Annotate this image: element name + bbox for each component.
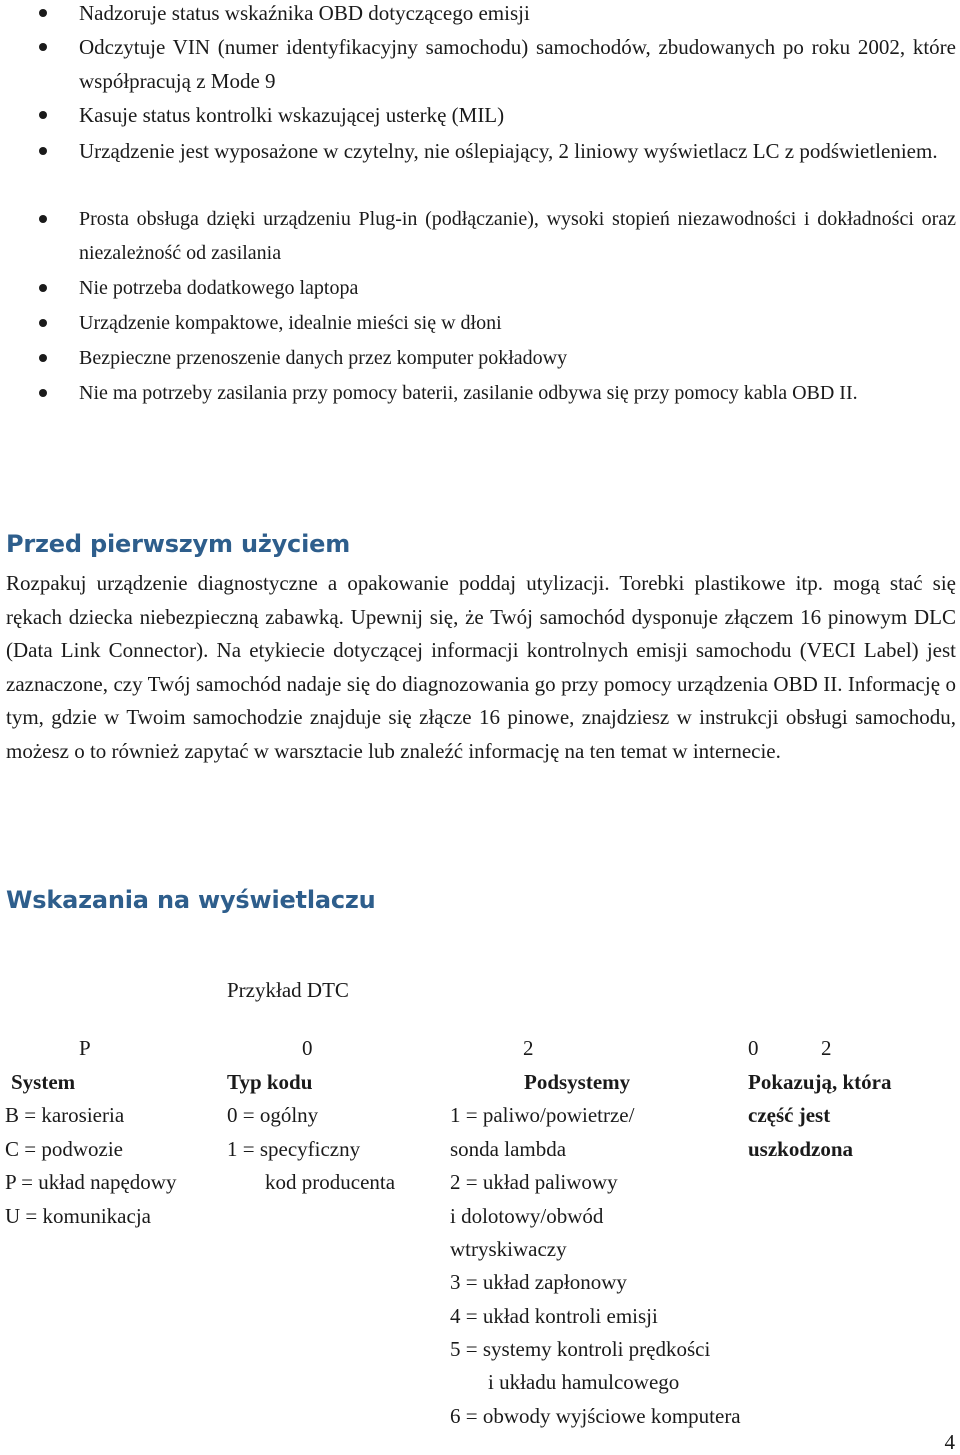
code-type-line: 0 = ogólny	[227, 1103, 319, 1127]
bullet-icon	[39, 389, 47, 397]
column-title-code-type: Typ kodu	[227, 1070, 313, 1094]
column-title-component: Pokazują, która	[748, 1070, 892, 1094]
system-line: U = komunikacja	[5, 1204, 151, 1228]
list-item-text: Kasuje status kontrolki wskazującej usterkę (MIL)	[79, 103, 505, 127]
dtc-char-component-1: 0	[748, 1036, 759, 1060]
system-line: B = karosieria	[5, 1103, 125, 1127]
component-line: uszkodzona	[748, 1137, 854, 1161]
list-item-text: Prosta obsługa dzięki urządzeniu Plug-in (podłączanie), wysoki stopień niezawodności i dokładności oraz niezależność od zasilania	[79, 208, 956, 264]
section-heading-display: Wskazania na wyświetlaczu	[6, 886, 376, 914]
dtc-char-type: 0	[302, 1036, 313, 1060]
subsystem-line: 5 = systemy kontroli prędkości	[450, 1337, 711, 1361]
system-line: C = podwozie	[5, 1137, 123, 1161]
subsystem-line: i dolotowy/obwód	[450, 1204, 604, 1228]
code-type-line: kod producenta	[265, 1170, 396, 1194]
bullet-icon	[39, 111, 47, 119]
list-item-text: Nie potrzeba dodatkowego laptopa	[79, 277, 359, 299]
subsystem-line: i układu hamulcowego	[488, 1370, 680, 1394]
column-title-subsystems: Podsystemy	[524, 1070, 631, 1094]
column-title-system: System	[11, 1070, 76, 1094]
bullet-icon	[39, 354, 47, 362]
dtc-char-subsystem: 2	[523, 1036, 534, 1060]
system-line: P = układ napędowy	[5, 1170, 177, 1194]
first-use-paragraph: Rozpakuj urządzenie diagnostyczne a opakowanie poddaj utylizacji. Torebki plastikowe itp. mogą stać się rękach dziecka niebezpieczną zabawką. Upewnij się, że Twój samochód dysponuje złączem 16 pinowym DLC (Data Link Connector). Na etykiecie dotyczącej informacji kontrolnych emisji samochodu (VECI Label) jest zaznaczone, czy Twój samochód nadaje się do diagnozowania go przy pomocy urządzenia OBD II. Informację o tym, gdzie w Twoim samochodzie znajduje się złącze 16 pinowe, znajdziesz w instrukcji obsługi samochodu, możesz o to również zapytać w warsztacie lub znaleźć informację na ten temat w internecie.	[6, 571, 956, 763]
list-item-text: Bezpieczne przenoszenie danych przez komputer pokładowy	[79, 347, 568, 369]
subsystem-line: 2 = układ paliwowy	[450, 1170, 618, 1194]
dtc-char-component-2: 2	[821, 1036, 832, 1060]
bullet-icon	[39, 215, 47, 223]
page-number: 4	[944, 1430, 955, 1454]
dtc-example-caption: Przykład DTC	[227, 978, 349, 1002]
list-item-text: Urządzenie jest wyposażone w czytelny, nie oślepiający, 2 liniowy wyświetlacz LC z podświetleniem.	[79, 139, 938, 163]
subsystem-line: 4 = układ kontroli emisji	[450, 1304, 658, 1328]
list-item-text: Nadzoruje status wskaźnika OBD dotyczącego emisji	[79, 1, 530, 25]
list-item-text: Nie ma potrzeby zasilania przy pomocy baterii, zasilanie odbywa się przy pomocy kabla OBD II.	[79, 382, 858, 404]
component-line: część jest	[748, 1103, 831, 1127]
subsystem-line: 1 = paliwo/powietrze/	[450, 1103, 635, 1127]
bullet-icon	[39, 147, 47, 155]
bullet-icon	[39, 319, 47, 327]
list-item-text: Odczytuje VIN (numer identyfikacyjny samochodu) samochodów, zbudowanych po roku 2002, które współpracują z Mode 9	[79, 35, 956, 93]
subsystem-line: sonda lambda	[450, 1137, 567, 1161]
subsystem-line: wtryskiwaczy	[450, 1237, 567, 1261]
bullet-icon	[39, 284, 47, 292]
subsystem-line: 3 = układ zapłonowy	[450, 1270, 627, 1294]
dtc-char-system: P	[79, 1036, 91, 1060]
section-heading-first-use: Przed pierwszym użyciem	[6, 530, 350, 558]
bullet-icon	[39, 9, 47, 17]
list-item-text: Urządzenie kompaktowe, idealnie mieści się w dłoni	[79, 312, 502, 334]
bullet-icon	[39, 43, 47, 51]
subsystem-line: 6 = obwody wyjściowe komputera	[450, 1404, 741, 1428]
code-type-line: 1 = specyficzny	[227, 1137, 361, 1161]
